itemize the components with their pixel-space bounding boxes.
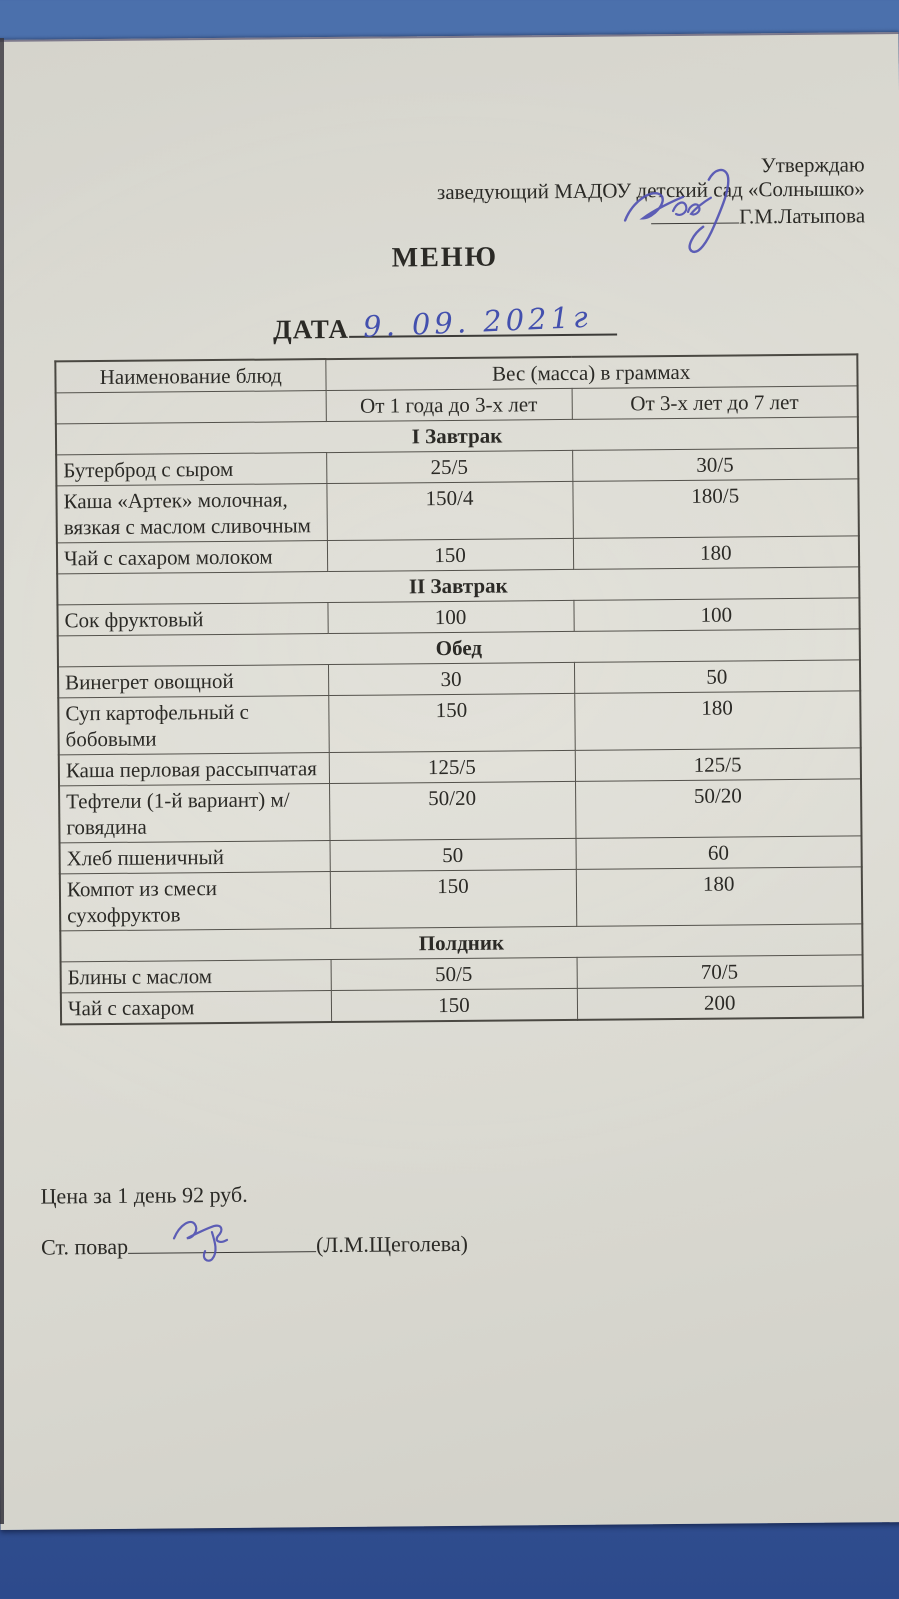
dish-weight-1to3: 125/5 bbox=[329, 750, 575, 783]
date-row bbox=[272, 299, 617, 346]
cook-row bbox=[41, 1228, 468, 1261]
table-header-age1: От 1 года до 3-х лет bbox=[326, 388, 572, 421]
section-title: Полдник bbox=[60, 924, 862, 962]
dish-weight-3to7: 60 bbox=[576, 836, 862, 869]
menu-title: МЕНЮ bbox=[391, 241, 499, 274]
dish-weight-3to7: 100 bbox=[573, 598, 859, 631]
menu-row bbox=[56, 479, 858, 543]
dish-name: Блины с маслом bbox=[61, 960, 331, 993]
dish-weight-1to3: 150 bbox=[327, 538, 573, 571]
cook-name: (Л.М.Щеголева) bbox=[315, 1230, 469, 1258]
dish-weight-1to3: 50 bbox=[330, 838, 576, 871]
cook-signature-line bbox=[128, 1229, 316, 1254]
dish-name: Бутерброд с сыром bbox=[56, 453, 326, 486]
dish-weight-1to3: 50/20 bbox=[329, 781, 575, 840]
menu-row bbox=[58, 691, 860, 755]
dish-weight-1to3: 150 bbox=[328, 693, 574, 752]
menu-row bbox=[61, 986, 863, 1024]
dish-name: Тефтели (1-й вариант) м/говядина bbox=[59, 784, 329, 843]
dish-name: Чай с сахаром bbox=[61, 991, 331, 1025]
dish-weight-1to3: 30 bbox=[328, 662, 574, 695]
handwritten-date: 9. 09. 2021г bbox=[362, 299, 593, 344]
section-title: II Завтрак bbox=[57, 567, 859, 605]
director-name: Г.М.Латыпова bbox=[739, 203, 866, 229]
dish-name: Суп картофельный с бобовыми bbox=[58, 696, 328, 755]
dish-weight-1to3: 25/5 bbox=[326, 450, 572, 483]
dish-weight-3to7: 180 bbox=[576, 867, 863, 926]
section-title: Обед bbox=[58, 629, 860, 667]
dish-name: Каша перловая рассыпчатая bbox=[59, 753, 329, 786]
dish-weight-3to7: 200 bbox=[577, 986, 863, 1020]
table-header-dish: Наименование блюд bbox=[55, 359, 325, 393]
menu-table bbox=[54, 353, 864, 1025]
dish-weight-1to3: 150 bbox=[331, 988, 577, 1022]
table-header-weight: Вес (масса) в граммах bbox=[325, 354, 857, 390]
dish-weight-3to7: 50 bbox=[574, 660, 860, 693]
approval-line-2: заведующий МАДОУ детский сад «Солнышко» bbox=[436, 176, 865, 205]
dish-weight-3to7: 180 bbox=[574, 691, 861, 750]
dish-name: Каша «Артек» молочная, вязкая с маслом сливочным bbox=[56, 484, 326, 543]
cook-label: Ст. повар bbox=[40, 1233, 129, 1260]
dish-name: Хлеб пшеничный bbox=[60, 841, 330, 874]
dish-name: Сок фруктовый bbox=[57, 603, 327, 636]
dish-weight-3to7: 180/5 bbox=[572, 479, 859, 538]
dish-weight-3to7: 30/5 bbox=[572, 448, 858, 481]
photo-edge-shadow bbox=[0, 38, 4, 1524]
menu-row bbox=[59, 779, 861, 843]
dish-weight-1to3: 50/5 bbox=[331, 957, 577, 990]
price-text: Цена за 1 день 92 руб. bbox=[40, 1181, 248, 1209]
date-label: ДАТА bbox=[272, 313, 350, 345]
menu-document-paper bbox=[0, 32, 899, 1530]
dish-name: Компот из смеси сухофруктов bbox=[60, 872, 330, 931]
dish-weight-1to3: 150/4 bbox=[326, 481, 572, 540]
section-title: I Завтрак bbox=[56, 417, 858, 455]
dish-weight-3to7: 180 bbox=[573, 536, 859, 569]
dish-name: Чай с сахаром молоком bbox=[57, 541, 327, 574]
approval-line-1: Утверждаю bbox=[760, 152, 865, 178]
dish-weight-3to7: 50/20 bbox=[575, 779, 862, 838]
cook-signature bbox=[168, 1201, 281, 1264]
dish-weight-1to3: 150 bbox=[330, 869, 576, 928]
dish-name: Винегрет овощной bbox=[58, 665, 328, 698]
date-underline bbox=[349, 299, 617, 344]
dish-weight-3to7: 70/5 bbox=[577, 955, 863, 988]
table-header-age2: От 3-х лет до 7 лет bbox=[572, 386, 858, 419]
dish-weight-3to7: 125/5 bbox=[575, 748, 861, 781]
dish-weight-1to3: 100 bbox=[327, 600, 573, 633]
table-header-empty bbox=[56, 391, 326, 424]
menu-row bbox=[60, 867, 862, 931]
